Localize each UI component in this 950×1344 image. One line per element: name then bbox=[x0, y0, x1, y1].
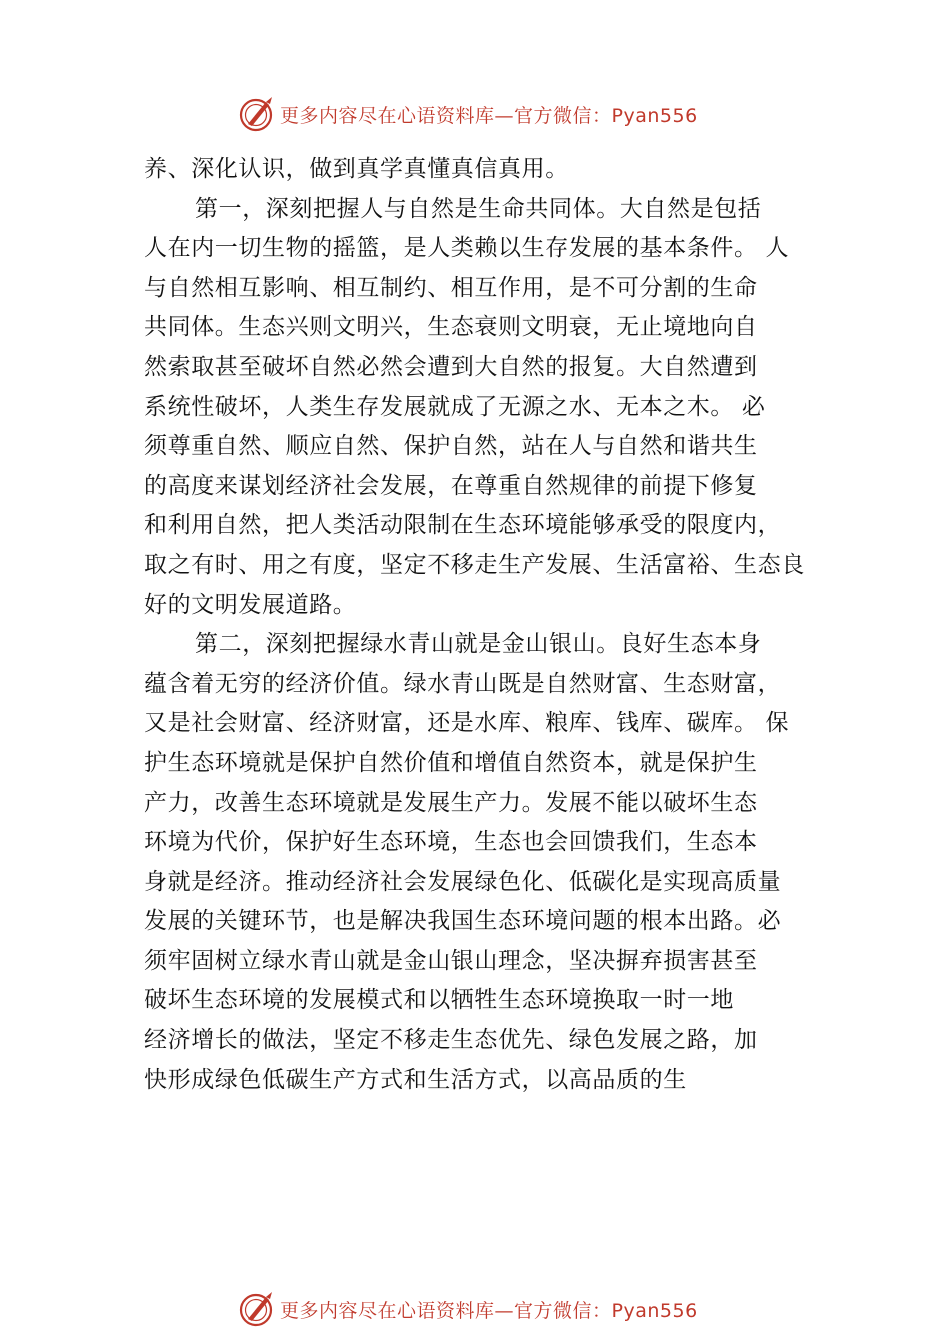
text-line: 与自然相互影响、相互制约、相互作用，是不可分割的生命 bbox=[144, 274, 758, 301]
text-line: 取之有时、用之有度，坚定不移走生产发展、生活富裕、生态良 bbox=[144, 551, 805, 578]
text-line: 环境为代价，保护好生态环境，生态也会回馈我们，生态本 bbox=[144, 829, 758, 856]
text-line: 系统性破坏，人类生存发展就成了无源之水、无本之木。 必 bbox=[144, 393, 766, 420]
text-line: 好的文明发展道路。 bbox=[144, 591, 357, 618]
text-line: 身就是经济。推动经济社会发展绿色化、低碳化是实现高质量 bbox=[144, 868, 782, 895]
text-line: 护生态环境就是保护自然价值和增值自然资本，就是保护生 bbox=[144, 749, 758, 776]
paragraph-start-line: 第二，深刻把握绿水青山就是金山银山。良好生态本身 bbox=[195, 631, 762, 658]
text-line: 蕴含着无穷的经济价值。绿水青山既是自然财富、生态财富， bbox=[144, 670, 782, 697]
text-line: 产力，改善生态环境就是发展生产力。发展不能以破坏生态 bbox=[144, 789, 758, 816]
text-line: 经济增长的做法，坚定不移走生态优先、绿色发展之路，加 bbox=[144, 1027, 758, 1054]
text-line: 快形成绿色低碳生产方式和生活方式，以高品质的生 bbox=[144, 1066, 687, 1093]
text-line: 的高度来谋划经济社会发展，在尊重自然规律的前提下修复 bbox=[144, 472, 758, 499]
text-line: 须尊重自然、顺应自然、保护自然，站在人与自然和谐共生 bbox=[144, 433, 758, 460]
text-line: 发展的关键环节，也是解决我国生态环境问题的根本出路。必 bbox=[144, 908, 782, 935]
footer-banner bbox=[236, 1287, 736, 1331]
text-line: 养、深化认识，做到真学真懂真信真用。 bbox=[144, 156, 569, 182]
paragraph-start-line: 第一，深刻把握人与自然是生命共同体。大自然是包括 bbox=[195, 195, 762, 222]
text-line: 然索取甚至破坏自然必然会遭到大自然的报复。大自然遭到 bbox=[144, 353, 758, 380]
banner-main-text: 更多内容尽在心语资料库 bbox=[280, 104, 495, 127]
quill-logo-icon bbox=[236, 1289, 276, 1329]
header-banner bbox=[236, 92, 736, 136]
banner-wechat-handle: Pyan556 bbox=[611, 104, 698, 127]
banner-dash-text: —官方微信： bbox=[494, 1299, 612, 1322]
text-line: 共同体。生态兴则文明兴，生态衰则文明衰，无止境地向自 bbox=[144, 314, 758, 341]
banner-wechat-handle: Pyan556 bbox=[611, 1299, 698, 1322]
banner-main-text: 更多内容尽在心语资料库 bbox=[280, 1299, 495, 1322]
text-line: 破坏生态环境的发展模式和以牺牲生态环境换取一时一地 bbox=[144, 987, 734, 1014]
text-line: 和利用自然，把人类活动限制在生态环境能够承受的限度内， bbox=[144, 512, 782, 539]
text-line: 须牢固树立绿水青山就是金山银山理念，坚决摒弃损害甚至 bbox=[144, 947, 758, 974]
document-body bbox=[144, 150, 824, 1100]
banner-dash-text: —官方微信： bbox=[494, 104, 612, 127]
quill-logo-icon bbox=[236, 94, 276, 134]
text-line: 人在内一切生物的摇篮，是人类赖以生存发展的基本条件。 人 bbox=[144, 235, 790, 262]
text-line: 又是社会财富、经济财富，还是水库、粮库、钱库、碳库。 保 bbox=[144, 710, 790, 737]
